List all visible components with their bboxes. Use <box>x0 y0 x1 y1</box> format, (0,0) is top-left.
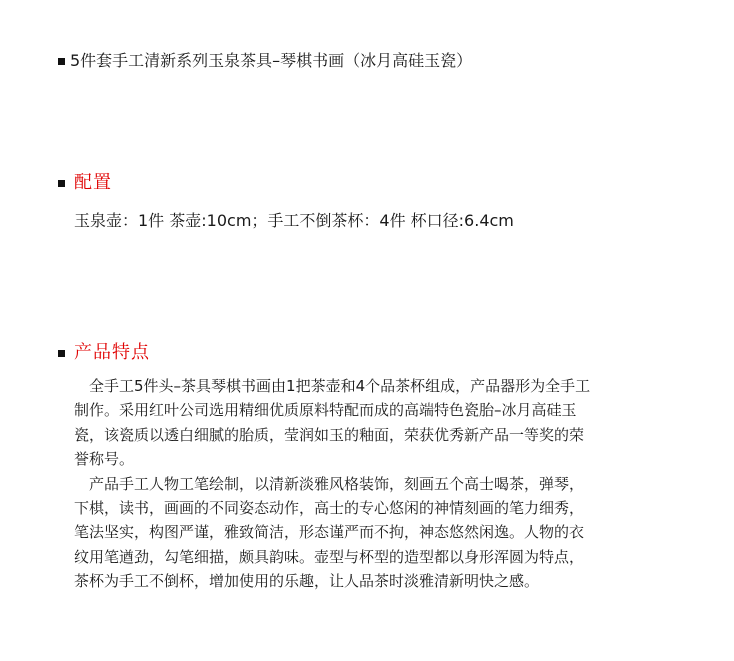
features-paragraph-1 <box>74 374 694 472</box>
paragraph-line: 笔法坚实，构图严谨，雅致简洁，形态谨严而不拘，神态悠然闲逸。人物的衣 <box>74 523 585 542</box>
paragraph-line: 瓷，该瓷质以透白细腻的胎质，莹润如玉的釉面，荣获优秀新产品一等奖的荣 <box>74 425 585 444</box>
features-heading: 产品特点 <box>74 342 150 363</box>
title-bullet-icon <box>58 58 65 65</box>
paragraph-line: 全手工5件头–茶具琴棋书画由1把茶壶和4个品茶杯组成，产品器形为全手工 <box>74 377 591 395</box>
paragraph-line: 誉称号。 <box>74 450 135 469</box>
paragraph-line: 下棋，读书，画画的不同姿态动作，高士的专心悠闲的神情刻画的笔力细秀， <box>74 499 585 518</box>
config-details: 玉泉壶：1件 茶壶:10cm；手工不倒茶杯：4件 杯口径:6.4cm <box>74 211 514 230</box>
features-bullet-icon <box>58 350 65 357</box>
features-paragraph-2 <box>74 472 694 594</box>
paragraph-line: 纹用笔遒劲，勾笔细描，颇具韵味。壶型与杯型的造型都以身形浑圆为特点， <box>74 547 585 566</box>
features-body <box>74 374 694 594</box>
config-bullet-icon <box>58 180 65 187</box>
config-heading: 配置 <box>74 172 112 193</box>
product-title: 5件套手工清新系列玉泉茶具–琴棋书画（冰月高硅玉瓷） <box>70 51 473 70</box>
paragraph-line: 茶杯为手工不倒杯，增加使用的乐趣，让人品茶时淡雅清新明快之感。 <box>74 572 540 591</box>
paragraph-line: 产品手工人物工笔绘制，以清新淡雅风格装饰，刻画五个高士喝茶，弹琴， <box>74 474 585 493</box>
paragraph-line: 制作。采用红叶公司选用精细优质原料特配而成的高端特色瓷胎–冰月高硅玉 <box>74 401 577 420</box>
